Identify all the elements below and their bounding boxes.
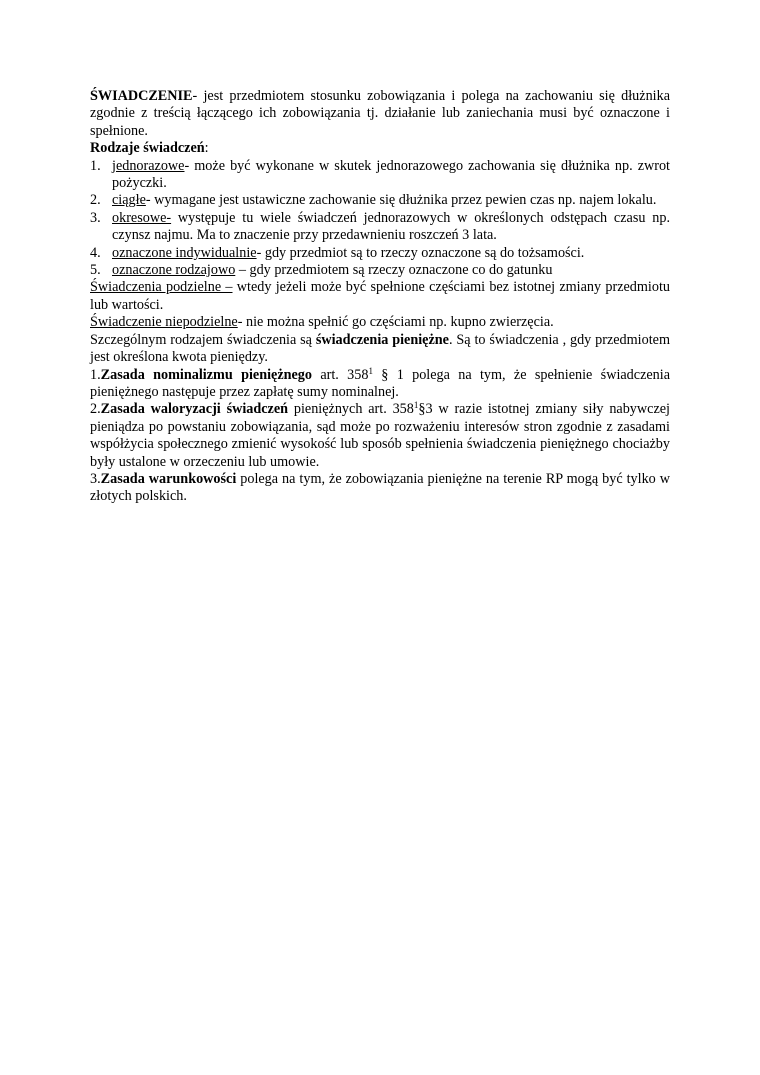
- principle-text: polega na tym, że zobowiązania pieniężne na terenie RP mogą być tylko w złotych polskich.: [90, 470, 670, 505]
- principle-name: Zasada nominalizmu pieniężnego: [100, 366, 312, 383]
- superscript: 1: [368, 365, 373, 376]
- intro-term: ŚWIADCZENIE: [90, 88, 193, 104]
- intro-paragraph: [90, 88, 670, 140]
- monetary-after: . Są to świadczenia , gdy przedmiotem jest określona kwota pieniędzy.: [90, 331, 670, 366]
- document-body: [90, 88, 670, 506]
- intro-text: - jest przedmiotem stosunku zobowiązania i polega na zachowaniu się dłużnika zgodnie z treścią łączącego ich zobowiązania tj. działanie lub zaniechania musi być oznaczone i spełnione.: [90, 88, 670, 139]
- divisible-term: Świadczenia podzielne –: [90, 279, 233, 296]
- type-text: - wymagane jest ustawiczne zachowanie się dłużnika przez pewien czas np. najem lokalu.: [145, 192, 657, 209]
- indivisible-term: Świadczenie niepodzielne: [90, 314, 238, 331]
- principle-text: pieniężnych art. 358: [288, 401, 414, 418]
- list-number: 1.: [90, 157, 101, 174]
- divisible-paragraph: [90, 279, 670, 314]
- list-number: 4.: [90, 244, 101, 261]
- monetary-term: świadczenia pieniężne: [315, 331, 449, 348]
- principle-name: Zasada waloryzacji świadczeń: [100, 401, 289, 418]
- monetary-before: Szczególnym rodzajem świadczenia są: [90, 331, 316, 348]
- list-item: [90, 210, 670, 245]
- principle-text-cont: §3 w razie istotnej zmiany siły nabywczej pieniądza po powstaniu zobowiązania, sąd może po rozważeniu interesów stron zgodnie z zasadami współżycia społecznego zmienić wysokość lub sposób spełnienia świadczenia pieniężnego chociażby były ustalone w orzeczeniu lub umowie.: [90, 401, 670, 470]
- list-number: 3.: [90, 209, 101, 226]
- type-text: – gdy przedmiotem są rzeczy oznaczone co do gatunku: [235, 262, 553, 279]
- monetary-paragraph: [90, 332, 670, 367]
- type-term: ciągłe: [112, 192, 146, 209]
- types-heading-colon: :: [204, 140, 209, 157]
- indivisible-text: - nie można spełnić go częściami np. kupno zwierzęcia.: [237, 314, 554, 331]
- principle-text: art. 358: [312, 366, 369, 383]
- types-heading: [90, 140, 670, 157]
- type-text: występuje tu wiele świadczeń jednorazowych w określonych odstępach czasu np. czynsz najmu. Ma to znaczenie przy przedawnieniu roszczeń 3 lata.: [112, 209, 670, 244]
- list-number: 2.: [90, 192, 101, 209]
- principle-paragraph: [90, 367, 670, 402]
- type-term: oznaczone rodzajowo: [112, 262, 236, 279]
- type-term: oznaczone indywidualnie: [112, 244, 257, 261]
- types-heading-text: Rodzaje świadczeń: [90, 140, 205, 157]
- list-item: [90, 158, 670, 193]
- list-item: [90, 262, 670, 279]
- principle-number: 2.: [90, 401, 101, 418]
- types-list: [90, 158, 670, 280]
- type-term: okresowe-: [112, 209, 172, 226]
- principle-paragraph: [90, 401, 670, 471]
- principle-text-cont: § 1 polega na tym, że spełnienie świadczenia pieniężnego następuje przez zapłatę sumy nominalnej.: [90, 366, 670, 400]
- principle-name: Zasada warunkowości: [100, 470, 237, 487]
- type-term: jednorazowe: [112, 157, 185, 174]
- divisible-text: wtedy jeżeli może być spełnione częściami bez istotnej zmiany przedmiotu lub wartości.: [90, 279, 671, 313]
- type-text: - gdy przedmiot są to rzeczy oznaczone są do tożsamości.: [256, 244, 585, 261]
- type-text: - może być wykonane w skutek jednorazowego zachowania się dłużnika np. zwrot pożyczki.: [112, 157, 670, 192]
- indivisible-paragraph: [90, 314, 670, 331]
- list-item: [90, 245, 670, 262]
- list-number: 5.: [90, 262, 101, 279]
- principle-paragraph: [90, 471, 670, 506]
- superscript: 1: [413, 400, 419, 411]
- principle-number: 1.: [90, 366, 101, 383]
- principle-number: 3.: [90, 470, 101, 487]
- list-item: [90, 192, 670, 209]
